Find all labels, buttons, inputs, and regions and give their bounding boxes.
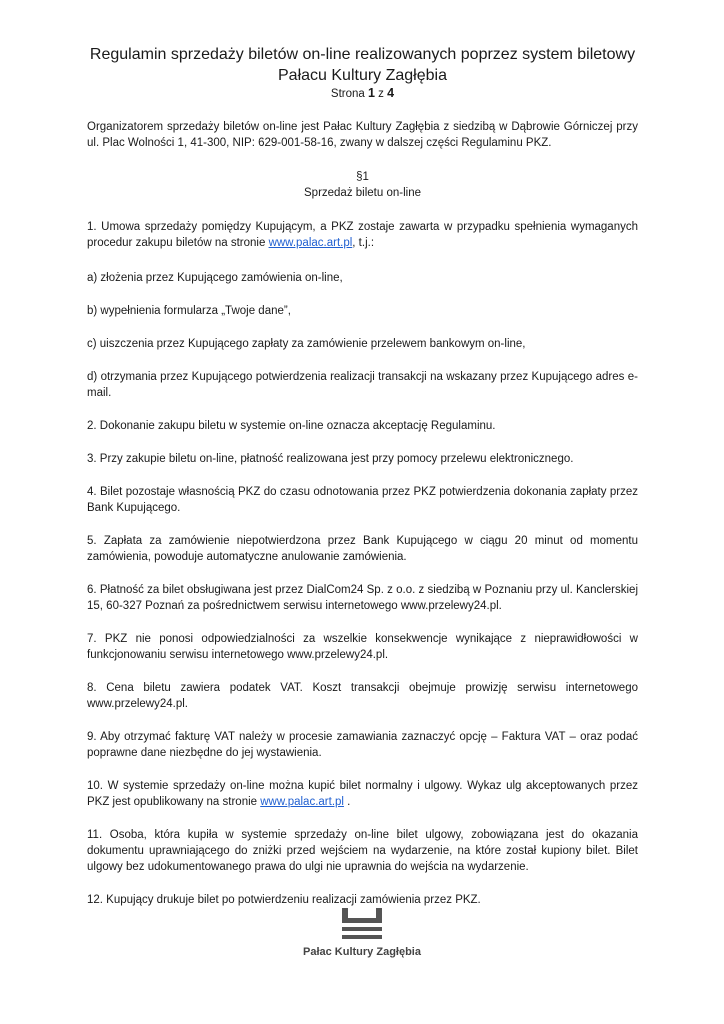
- palace-logo-icon: [341, 908, 383, 940]
- paragraph-2: 2. Dokonanie zakupu biletu w systemie on-line oznacza akceptację Regulaminu.: [87, 420, 496, 432]
- page-sep: z: [378, 88, 384, 100]
- palac-link-2[interactable]: www.palac.art.pl: [260, 796, 344, 808]
- paragraph-7: 7. PKZ nie ponosi odpowiedzialności za wszelkie konsekwencje wynikające z nieprawidłowości w funkcjonowaniu serwisu internetowego www.przelewy24.pl.: [87, 633, 638, 661]
- paragraph-6: 6. Płatność za bilet obsługiwana jest przez DialCom24 Sp. z o.o. z siedzibą w Poznaniu przy ul. Kanclerskiej 15, 60-327 Poznań za pośrednictwem serwisu internetowego www.przelewy24.pl.: [87, 584, 638, 612]
- paragraph-8: 8. Cena biletu zawiera podatek VAT. Koszt transakcji obejmuje prowizję serwisu internetowego www.przelewy24.pl.: [87, 682, 638, 710]
- paragraph-10: [87, 778, 638, 810]
- list-item-b: b) wypełnienia formularza „Twoje dane”,: [87, 305, 291, 317]
- logo-text: Pałac Kultury Zagłębia: [303, 946, 421, 958]
- paragraph-3: 3. Przy zakupie biletu on-line, płatność realizowana jest przy pomocy przelewu elektronicznego.: [87, 453, 574, 465]
- document-title-line2: Pałacu Kultury Zagłębia: [278, 67, 447, 84]
- section-title: Sprzedaż biletu on-line: [304, 187, 421, 199]
- paragraph-5: 5. Zapłata za zamówienie niepotwierdzona przez Bank Kupującego w ciągu 20 minut od momentu zamówienia, powoduje automatyczne anulowanie zamówienia.: [87, 535, 638, 563]
- intro-paragraph: Organizatorem sprzedaży biletów on-line jest Pałac Kultury Zagłębia z siedzibą w Dąbrowie Górniczej przy ul. Plac Wolności 1, 41-300, NIP: 629-001-58-16, zwany w dalszej części Regulaminu PKZ.: [87, 121, 638, 149]
- paragraph-10-text: 10. W systemie sprzedaży on-line można kupić bilet normalny i ulgowy. Wykaz ulg akceptowanych przez PKZ jest opublikowany na stronie: [87, 780, 638, 808]
- document-title-line1: Regulamin sprzedaży biletów on-line realizowanych poprzez system biletowy: [89, 46, 636, 63]
- paragraph-4: 4. Bilet pozostaje własnością PKZ do czasu odnotowania przez PKZ potwierdzenia dokonania zapłaty przez Bank Kupującego.: [87, 486, 638, 514]
- paragraph-11: 11. Osoba, która kupiła w systemie sprzedaży on-line bilet ulgowy, zobowiązana jest do okazania dokumentu uprawniającego do zniżki przed wejściem na wydarzenie, na które został kupiony bilet. Bilet ulgowy bez udokumentowanego prawa do ulgi nie uprawnia do wejścia na wydarzenie.: [87, 829, 638, 873]
- page-total: 4: [387, 86, 395, 100]
- page-label: Strona: [330, 88, 365, 100]
- footer-logo: [0, 908, 724, 958]
- list-item-d: d) otrzymania przez Kupującego potwierdzenia realizacji transakcji na wskazany przez Kupującego adres e-mail.: [87, 371, 638, 399]
- list-item-a: a) złożenia przez Kupującego zamówienia on-line,: [87, 272, 343, 284]
- paragraph-1-text: 1. Umowa sprzedaży pomiędzy Kupującym, a PKZ zostaje zawarta w przypadku spełnienia wymaganych procedur zakupu biletów na stronie: [87, 221, 638, 249]
- paragraph-12: 12. Kupujący drukuje bilet po potwierdzeniu realizacji zamówienia przez PKZ.: [87, 894, 481, 906]
- page-current: 1: [368, 86, 375, 100]
- section-number: §1: [356, 171, 369, 183]
- paragraph-9: 9. Aby otrzymać fakturę VAT należy w procesie zamawiania zaznaczyć opcję – Faktura VAT – oraz podać poprawne dane niezbędne do jej wystawienia.: [87, 731, 638, 759]
- page-number: [87, 86, 638, 102]
- list-item-c: c) uiszczenia przez Kupującego zapłaty za zamówienie przelewem bankowym on-line,: [87, 338, 526, 350]
- paragraph-1-suffix: , t.j.:: [352, 237, 375, 249]
- palac-link[interactable]: www.palac.art.pl: [268, 237, 353, 249]
- paragraph-1: [87, 219, 638, 251]
- paragraph-10-suffix: .: [343, 796, 351, 808]
- document-page: [87, 44, 638, 908]
